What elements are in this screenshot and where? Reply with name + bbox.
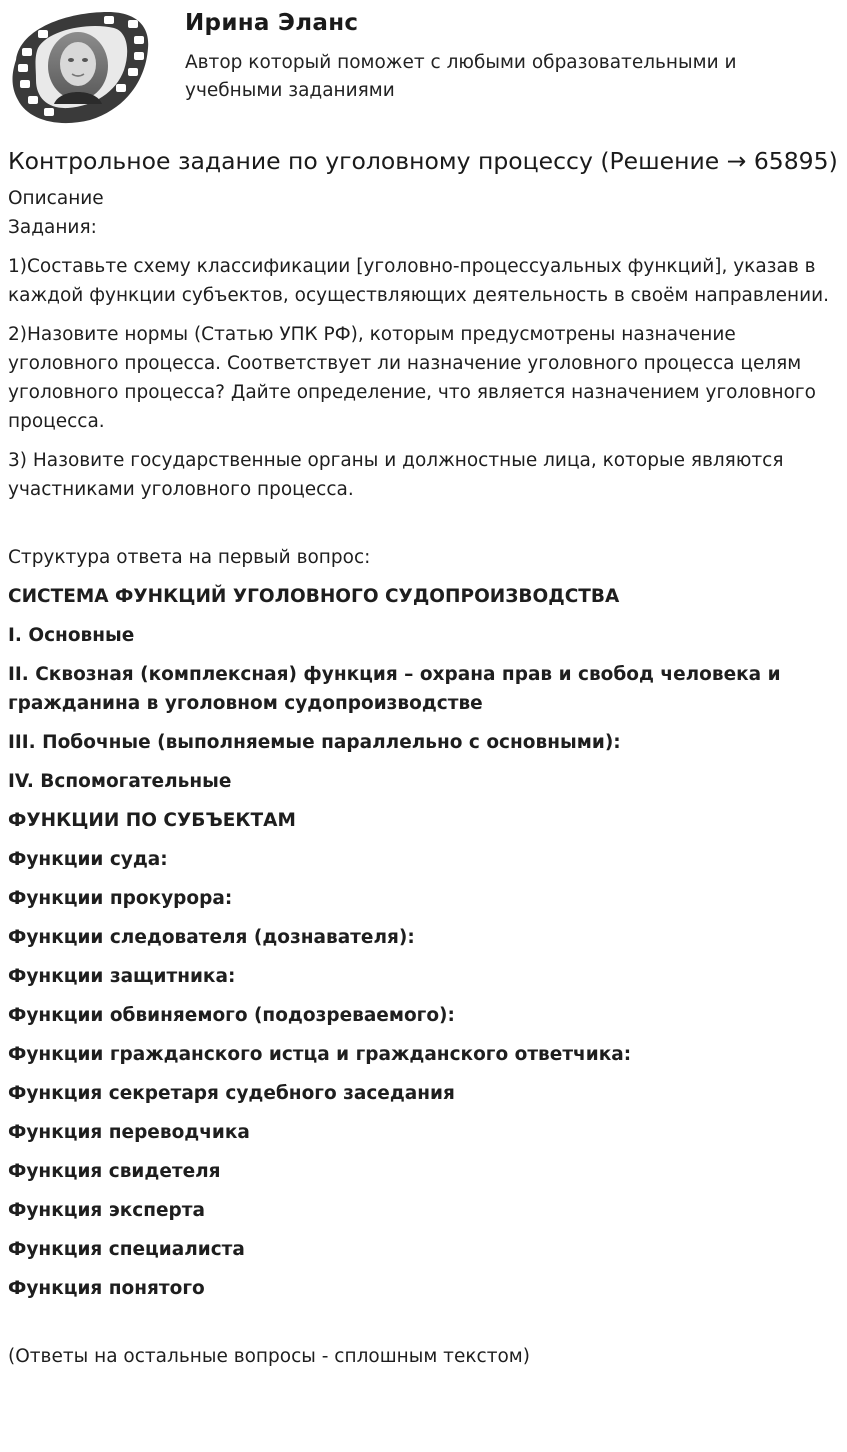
subject-item: Функция свидетеля — [8, 1161, 221, 1182]
subject-item: Функции прокурора: — [8, 888, 233, 909]
subjects-heading: ФУНКЦИИ ПО СУБЪЕКТАМ — [8, 810, 296, 831]
subject-item: Функции обвиняемого (подозреваемого): — [8, 1005, 455, 1026]
structure-label: Структура ответа на первый вопрос: — [8, 547, 371, 568]
author-name[interactable]: Ирина Эланс — [185, 10, 359, 36]
subject-item: Функция понятого — [8, 1278, 205, 1299]
system-item: IV. Вспомогательные — [8, 771, 232, 792]
footer-note: (Ответы на остальные вопросы - сплошным текстом) — [8, 1346, 530, 1367]
system-item: II. Сквозная (комплексная) функция – охрана прав и свобод человека и гражданина в уголовном судопроизводстве — [8, 664, 781, 714]
author-description: Автор который поможет с любыми образовательными и учебными заданиями — [185, 52, 737, 101]
subject-item: Функции следователя (дознавателя): — [8, 927, 415, 948]
spacer — [8, 1303, 844, 1332]
question-2: 2)Назовите нормы (Статью УПК РФ), которым предусмотрены назначение уголовного процесса. Соответствует ли назначение уголовного процесса целям уголовного процесса? Дайте определение, что является назначением уголовного процесса. — [8, 324, 816, 432]
film-strip-avatar-icon — [8, 8, 150, 126]
page-title: Контрольное задание по уголовному процессу (Решение → 65895) — [8, 147, 838, 175]
question-1: 1)Составьте схему классификации [уголовно-процессуальных функций], указав в каждой функции субъектов, осуществляющих деятельность в своём направлении. — [8, 256, 830, 306]
spacer — [8, 504, 844, 533]
subject-item: Функции гражданского истца и гражданского ответчика: — [8, 1044, 632, 1065]
system-item: I. Основные — [8, 625, 135, 646]
task-content — [8, 147, 844, 1371]
subject-item: Функция переводчика — [8, 1122, 250, 1143]
subject-item: Функция специалиста — [8, 1239, 245, 1260]
author-card — [0, 0, 847, 130]
system-item: III. Побочные (выполняемые параллельно с основными): — [8, 732, 621, 753]
subject-item: Функции защитника: — [8, 966, 236, 987]
description-label: Описание — [8, 188, 104, 209]
subject-item: Функции суда: — [8, 849, 168, 870]
subject-item: Функция эксперта — [8, 1200, 206, 1221]
avatar[interactable] — [8, 8, 150, 126]
tasks-label: Задания: — [8, 217, 97, 238]
subject-item: Функция секретаря судебного заседания — [8, 1083, 455, 1104]
system-heading: СИСТЕМА ФУНКЦИЙ УГОЛОВНОГО СУДОПРОИЗВОДСТВА — [8, 586, 620, 607]
question-3: 3) Назовите государственные органы и должностные лица, которые являются участниками уголовного процесса. — [8, 450, 784, 500]
